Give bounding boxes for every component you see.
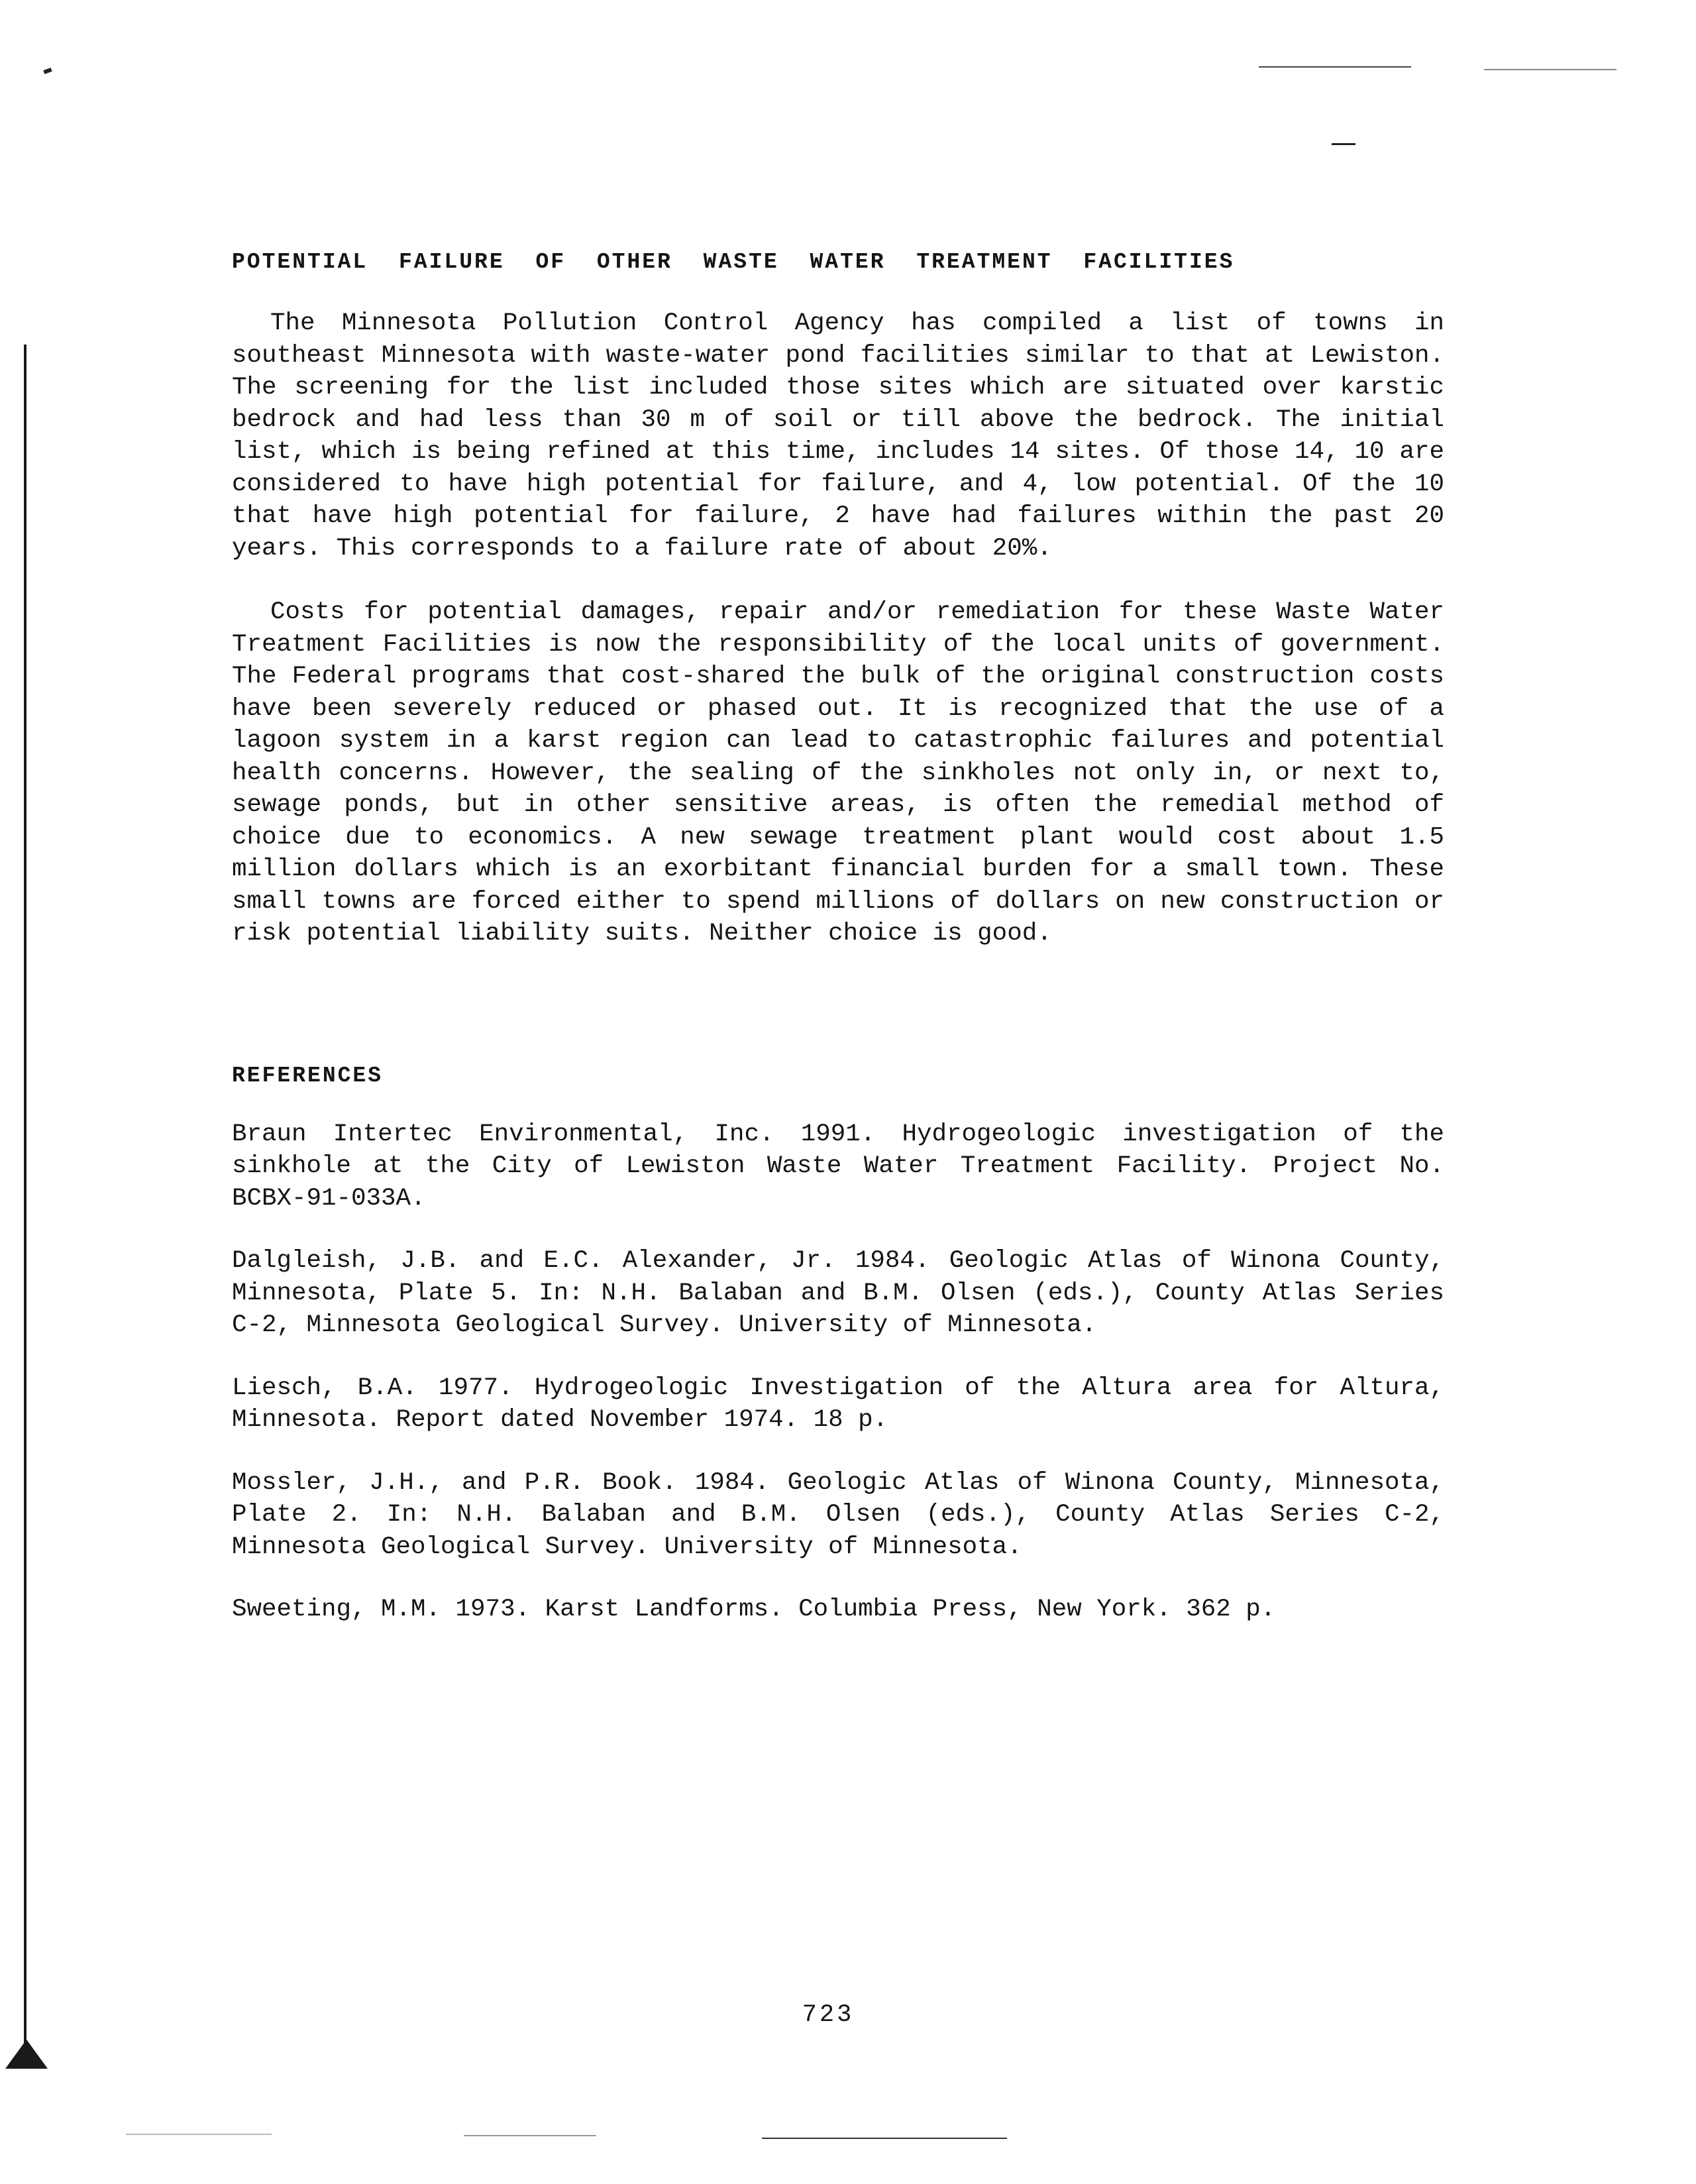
body-paragraph: Costs for potential damages, repair and/or remediation for these Waste Water Treatment Facilities is now the responsibility of the local units of government. The Federal programs that cost-shared the bulk of the original construction costs have been severely reduced or phased out. It is recognized that the use of a lagoon system in a karst region can lead to catastrophic failures and potential health concerns. However, the sealing of the sinkholes not only in, or next to, sewage ponds, but in other sensitive areas, is often the remedial method of choice due to economics. A new sewage treatment plant would cost about 1.5 million dollars which is an exorbitant financial burden for a small town. These small towns are forced either to spend millions of dollars on new construction or risk potential liability suits. Neither choice is good. — [232, 598, 1444, 948]
scan-artifact-line — [1259, 66, 1411, 68]
scan-artifact-line — [1484, 69, 1616, 70]
page-content — [232, 246, 1444, 1626]
reference-item: Mossler, J.H., and P.R. Book. 1984. Geologic Atlas of Winona County, Minnesota, Plate 2. In: N.H. Balaban and B.M. Olsen (eds.), County Atlas Series C-2, Minnesota Geological Survey. University of Minnesota. — [232, 1468, 1444, 1561]
body-paragraph: The Minnesota Pollution Control Agency has compiled a list of towns in southeast Minnesota with waste-water pond facilities similar to that at Lewiston. The screening for the list included those sites which are situated over karstic bedrock and had less than 30 m of soil or till above the bedrock. The initial list, which is being refined at this time, includes 14 sites. Of those 14, 10 are considered to have high potential for failure, and 4, low potential. Of the 10 that have high potential for failure, 2 have had failures within the past 20 years. This corresponds to a failure rate of about 20%. — [232, 309, 1444, 563]
scan-artifact-line — [464, 2135, 596, 2136]
scan-artifact-line — [1332, 143, 1355, 145]
section-heading-references: REFERENCES — [232, 1063, 384, 1088]
section-heading-failure: POTENTIAL FAILURE OF OTHER WASTE WATER TREATMENT FACILITIES — [232, 250, 1235, 274]
scan-corner-mark — [43, 68, 52, 74]
reference-item: Sweeting, M.M. 1973. Karst Landforms. Columbia Press, New York. 362 p. — [232, 1596, 1276, 1623]
margin-arrow-mark — [5, 2040, 48, 2069]
reference-item: Dalgleish, J.B. and E.C. Alexander, Jr. 1984. Geologic Atlas of Winona County, Minnesota, Plate 5. In: N.H. Balaban and B.M. Olsen (eds.), County Atlas Series C-2, Minnesota Geological Survey. University of Minnesota. — [232, 1247, 1444, 1339]
scan-artifact-line — [762, 2138, 1007, 2139]
page-number: 723 — [802, 2001, 855, 2029]
reference-item: Braun Intertec Environmental, Inc. 1991. Hydrogeologic investigation of the sinkhole at the City of Lewiston Waste Water Treatment Facility. Project No. BCBX-91-033A. — [232, 1120, 1444, 1213]
reference-item: Liesch, B.A. 1977. Hydrogeologic Investigation of the Altura area for Altura, Minnesota. Report dated November 1974. 18 p. — [232, 1374, 1444, 1434]
scan-artifact-line — [126, 2134, 272, 2135]
margin-rule — [24, 345, 26, 2054]
